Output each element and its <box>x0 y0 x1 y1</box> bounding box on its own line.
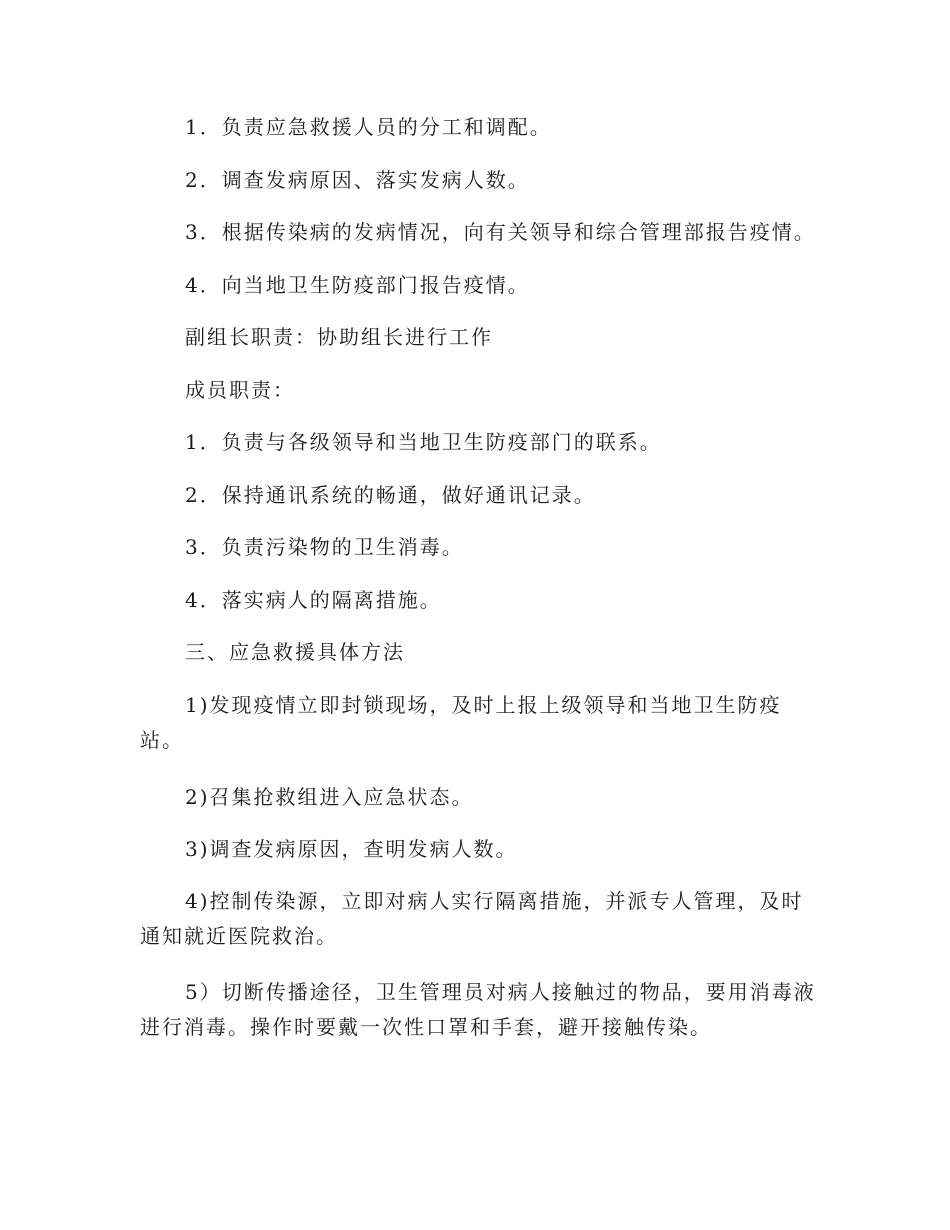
paragraph-member-duty-1: 1．负责与各级领导和当地卫生防疫部门的联系。 <box>185 430 662 454</box>
paragraph-method-3: 3)调查发病原因，查明发病人数。 <box>185 837 518 861</box>
paragraph-method-1: 1)发现疫情立即封锁现场，及时上报上级领导和当地卫生防疫站。 <box>140 693 782 752</box>
paragraph-member-heading: 成员职责： <box>185 378 295 402</box>
paragraph-member-duty-4: 4．落实病人的隔离措施。 <box>185 588 442 612</box>
paragraph-deputy-duty: 副组长职责：协助组长进行工作 <box>185 325 493 349</box>
paragraph-leader-duty-1: 1．负责应急救援人员的分工和调配。 <box>185 115 552 139</box>
paragraph-member-duty-3: 3．负责污染物的卫生消毒。 <box>185 535 464 559</box>
paragraph-method-5: 5）切断传播途径，卫生管理员对病人接触过的物品，要用消毒液进行消毒。操作时要戴一次性口罩和手套，避开接触传染。 <box>140 980 816 1039</box>
section-heading-methods: 三、应急救援具体方法 <box>185 640 405 664</box>
paragraph-leader-duty-3: 3．根据传染病的发病情况，向有关领导和综合管理部报告疫情。 <box>185 220 816 244</box>
paragraph-leader-duty-4: 4．向当地卫生防疫部门报告疫情。 <box>185 273 530 297</box>
paragraph-leader-duty-2: 2．调查发病原因、落实发病人数。 <box>185 168 530 192</box>
paragraph-method-4: 4)控制传染源，立即对病人实行隔离措施，并派专人管理，及时通知就近医院救治。 <box>140 889 804 948</box>
paragraph-member-duty-2: 2．保持通讯系统的畅通，做好通讯记录。 <box>185 483 596 507</box>
paragraph-method-2: 2)召集抢救组进入应急状态。 <box>185 785 474 809</box>
